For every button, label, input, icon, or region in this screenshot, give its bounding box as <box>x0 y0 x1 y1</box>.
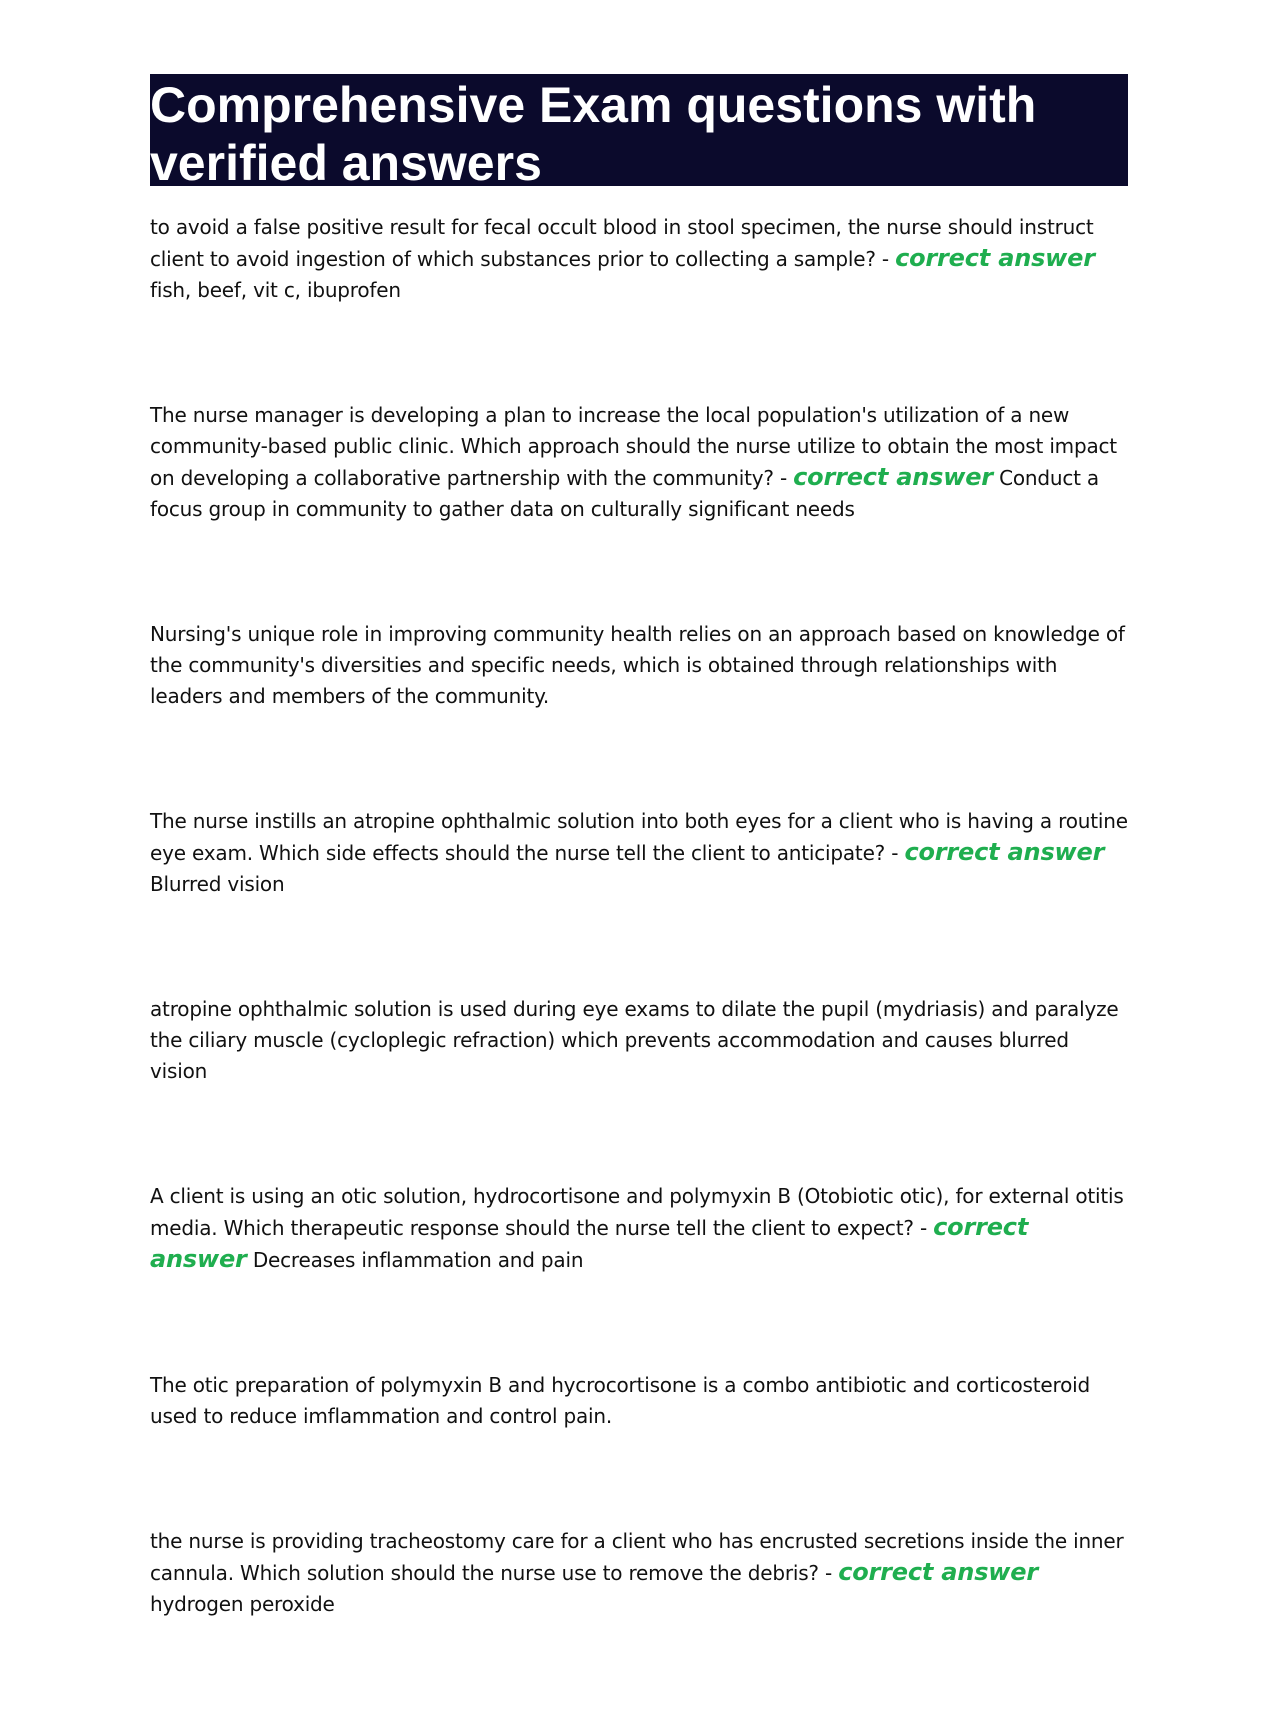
question-text: the nurse is providing tracheostomy care for a client who has encrusted secretions inside the inner cannula. Which solution should the nurse use to remove the debris? - <box>150 1529 1124 1585</box>
answer-text: hydrogen peroxide <box>150 1592 335 1616</box>
qa-item <box>150 1526 1128 1620</box>
question-text: to avoid a false positive result for fecal occult blood in stool specimen, the nurse should instruct client to avoid ingestion of which substances prior to collecting a sample? - <box>150 215 1094 271</box>
answer-text: fish, beef, vit c, ibuprofen <box>150 278 401 302</box>
answer-text: Blurred vision <box>150 872 285 896</box>
rationale-note: The otic preparation of polymyxin B and hycrocortisone is a combo antibiotic and corticosteroid used to reduce imflammation and control pain. <box>150 1373 1090 1428</box>
correct-answer-label: correct answer <box>895 244 1095 272</box>
answer-text: Decreases inflammation and pain <box>246 1248 584 1272</box>
rationale-note: Nursing's unique role in improving community health relies on an approach based on knowledge of the community's diversities and specific needs, which is obtained through relationships with leaders and members of the community. <box>150 622 1125 708</box>
answer-text: Conduct a focus group in community to gather data on culturally significant needs <box>150 466 1099 521</box>
question-text: The nurse manager is developing a plan to increase the local population's utilization of a new community-based public clinic. Which approach should the nurse utilize to obtain the most impact on developing a collaborative partnership with the community? - <box>150 403 1117 490</box>
rationale-note: atropine ophthalmic solution is used during eye exams to dilate the pupil (mydriasis) and paralyze the ciliary muscle (cycloplegic refraction) which prevents accommodation and causes blurred vision <box>150 997 1119 1083</box>
document-page <box>150 74 1128 1714</box>
question-text: The nurse instills an atropine ophthalmic solution into both eyes for a client who is having a routine eye exam. Which side effects should the nurse tell the client to anticipate? - <box>150 809 1128 865</box>
question-text: A client is using an otic solution, hydrocortisone and polymyxin B (Otobiotic otic), for external otitis media. Which therapeutic response should the nurse tell the client to expect? - <box>150 1184 1124 1240</box>
correct-answer-label: correct answer <box>150 1213 1029 1273</box>
correct-answer-label: correct answer <box>793 463 993 491</box>
qa-item <box>150 806 1128 900</box>
document-body <box>150 212 1128 1620</box>
document-title: Comprehensive Exam questions with verified answers <box>150 74 1128 186</box>
correct-answer-label: correct answer <box>838 1558 1038 1586</box>
correct-answer-label: correct answer <box>904 838 1105 866</box>
qa-item <box>150 400 1128 525</box>
qa-item <box>150 1181 1128 1276</box>
qa-item <box>150 212 1128 306</box>
